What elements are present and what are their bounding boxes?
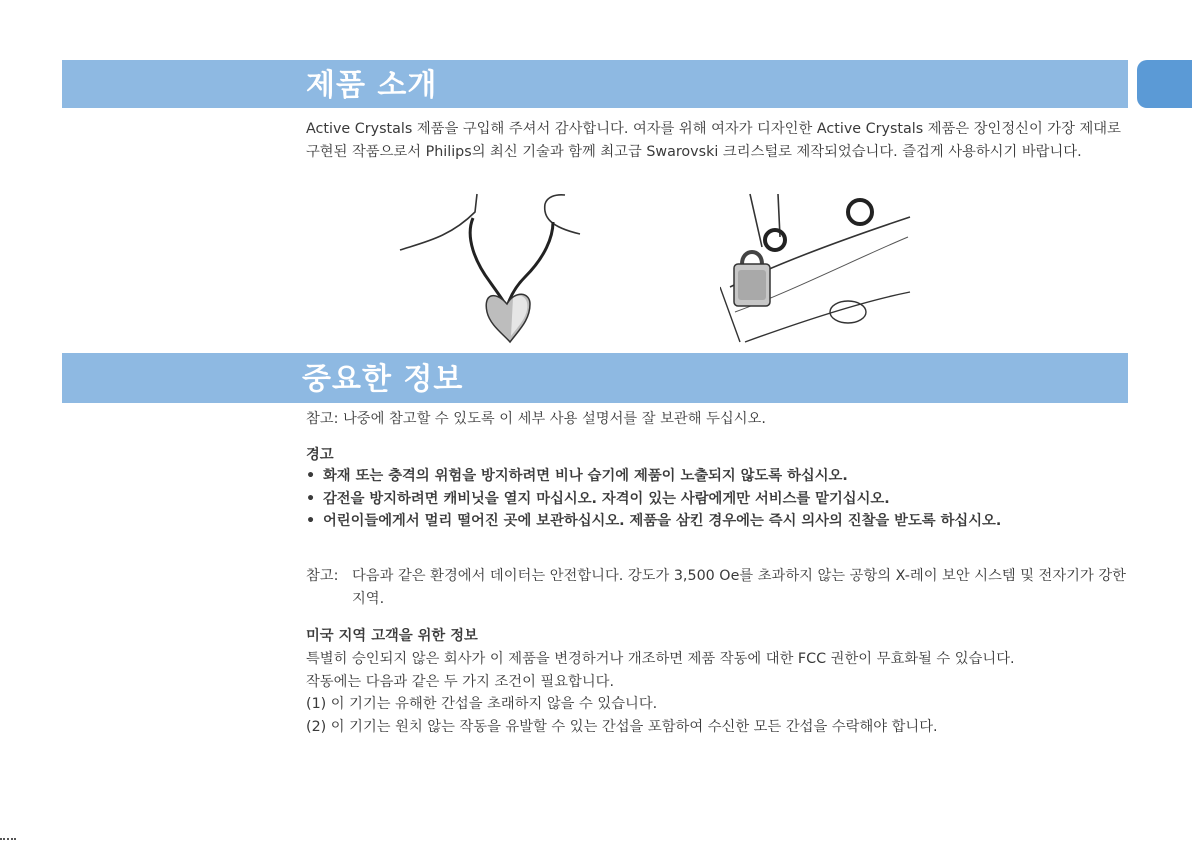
section-title-intro: 제품 소개 — [306, 68, 438, 103]
note-text: 다음과 같은 환경에서 데이터는 안전합니다. 강도가 3,500 Oe를 초과하지 않는 공항의 X-레이 보안 시스템 및 전자기가 강한 지역. — [352, 568, 1126, 607]
note-label: 참고: — [306, 568, 339, 584]
section-header-band-intro — [62, 60, 1128, 108]
us-info-body — [306, 648, 1130, 738]
page-corner-mark — [0, 838, 16, 843]
warning-list — [306, 465, 1130, 533]
us-info-line: (2) 이 기기는 원치 않는 작동을 유발할 수 있는 간섭을 포함하여 수신한 모든 간섭을 수락해야 합니다. — [306, 718, 938, 735]
section-header-band-important — [62, 353, 1128, 403]
us-info-line: 작동에는 다음과 같은 두 가지 조건이 필요합니다. — [306, 673, 615, 690]
chapter-tab — [1137, 60, 1192, 108]
intro-paragraph: Active Crystals 제품을 구입해 주셔서 감사합니다. 여자를 위해 여자가 디자인한 Active Crystals 제품은 장인정신이 가장 제대로 구현된 작품으로서 Philips의 최신 기술과 함께 최고급 Swarovski 크리스털로 제작되었습니다. 즐겁게 사용하시기 바랍니다. — [306, 121, 1121, 160]
padlock-bag-icon — [720, 192, 915, 347]
us-info-line: 특별히 승인되지 않은 회사가 이 제품을 변경하거나 개조하면 제품 작동에 대한 FCC 권한이 무효화될 수 있습니다. — [306, 651, 1015, 667]
us-info-heading: 미국 지역 고객을 위한 정보 — [306, 628, 478, 644]
us-info-line: (1) 이 기기는 유해한 간섭을 초래하지 않을 수 있습니다. — [306, 696, 658, 712]
section-title-important: 중요한 정보 — [302, 362, 464, 397]
necklace-heart-icon — [395, 192, 585, 347]
warning-item: • 화재 또는 충격의 위험을 방지하려면 비나 습기에 제품이 노출되지 않도록 하십시오. — [306, 465, 1130, 488]
warning-item: • 감전을 방지하려면 캐비닛을 열지 마십시오. 자격이 있는 사람에게만 서비스를 맡기십시오. — [306, 488, 1130, 511]
note-data-safety — [306, 565, 1130, 610]
warning-item: • 어린이들에게서 멀리 떨어진 곳에 보관하십시오. 제품을 삼킨 경우에는 즉시 의사의 진찰을 받도록 하십시오. — [306, 510, 1130, 533]
note-keep-manual: 참고: 나중에 참고할 수 있도록 이 세부 사용 설명서를 잘 보관해 두십시오. — [306, 411, 766, 427]
warning-heading: 경고 — [306, 447, 334, 463]
